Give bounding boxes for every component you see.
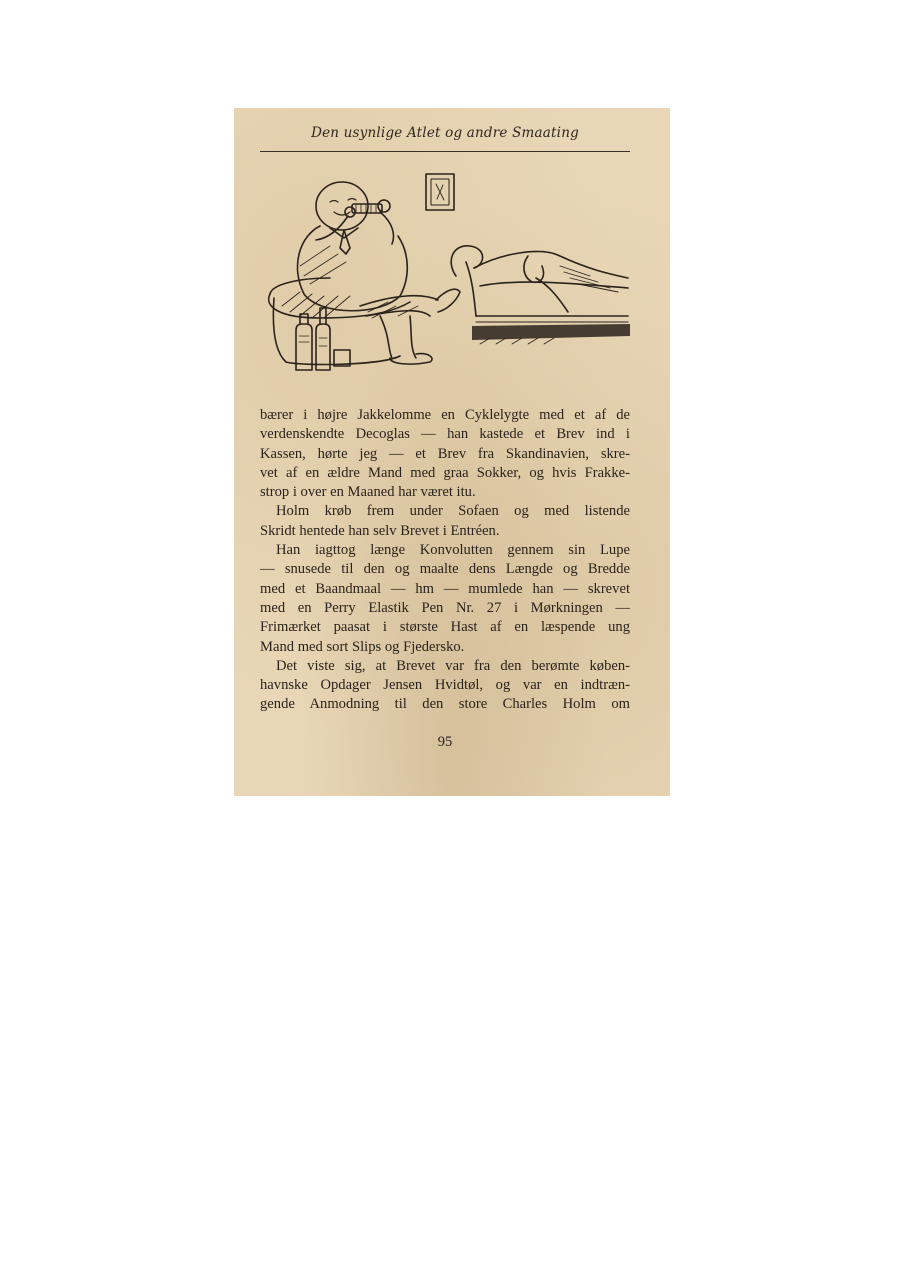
- text-line: med en Perry Elastik Pen Nr. 27 i Mørkningen —: [260, 599, 630, 616]
- body-text: [260, 406, 630, 715]
- text-line: Det viste sig, at Brevet var fra den berømte køben-: [276, 657, 630, 674]
- paragraph: [260, 502, 630, 541]
- paragraph: [260, 541, 630, 657]
- text-line: Holm krøb frem under Sofaen og med listende: [276, 503, 630, 520]
- text-line: — snusede til den og maalte dens Længde og Bredde: [260, 561, 630, 578]
- book-page: [234, 108, 670, 796]
- text-line: strop i over en Maaned har været itu.: [260, 484, 476, 501]
- text-line: Mand med sort Slips og Fjedersko.: [260, 638, 465, 655]
- header-rule: [260, 151, 630, 152]
- running-head: Den usynlige Atlet og andre Smaating: [311, 125, 579, 141]
- text-line: havnske Opdager Jensen Hvidtøl, og var en indtræn-: [260, 677, 630, 694]
- text-line: Han iagttog længe Konvolutten gennem sin Lupe: [276, 542, 630, 559]
- page-number: 95: [437, 734, 453, 750]
- text-line: Frimærket paasat i største Hast af en læspende ung: [260, 619, 630, 636]
- text-line: med et Baandmaal — hm — mumlede han — skrevet: [260, 580, 630, 597]
- text-line: verdenskendte Decoglas — han kastede et Brev ind i: [260, 426, 630, 443]
- text-line: Kassen, hørte jeg — et Brev fra Skandinavien, skre-: [260, 445, 630, 462]
- paragraph: [260, 657, 630, 715]
- text-line: gende Anmodning til den store Charles Holm om: [260, 696, 630, 713]
- text-line: vet af en ældre Mand med graa Sokker, og hvis Frakke-: [260, 464, 630, 481]
- text-line: bærer i højre Jakkelomme en Cyklelygte med et af de: [260, 407, 630, 423]
- paragraph: [260, 406, 630, 502]
- illustration-harmonica-man-chaise-icon: [260, 166, 630, 384]
- text-line: Skridt hentede han selv Brevet i Entréen.: [260, 522, 500, 539]
